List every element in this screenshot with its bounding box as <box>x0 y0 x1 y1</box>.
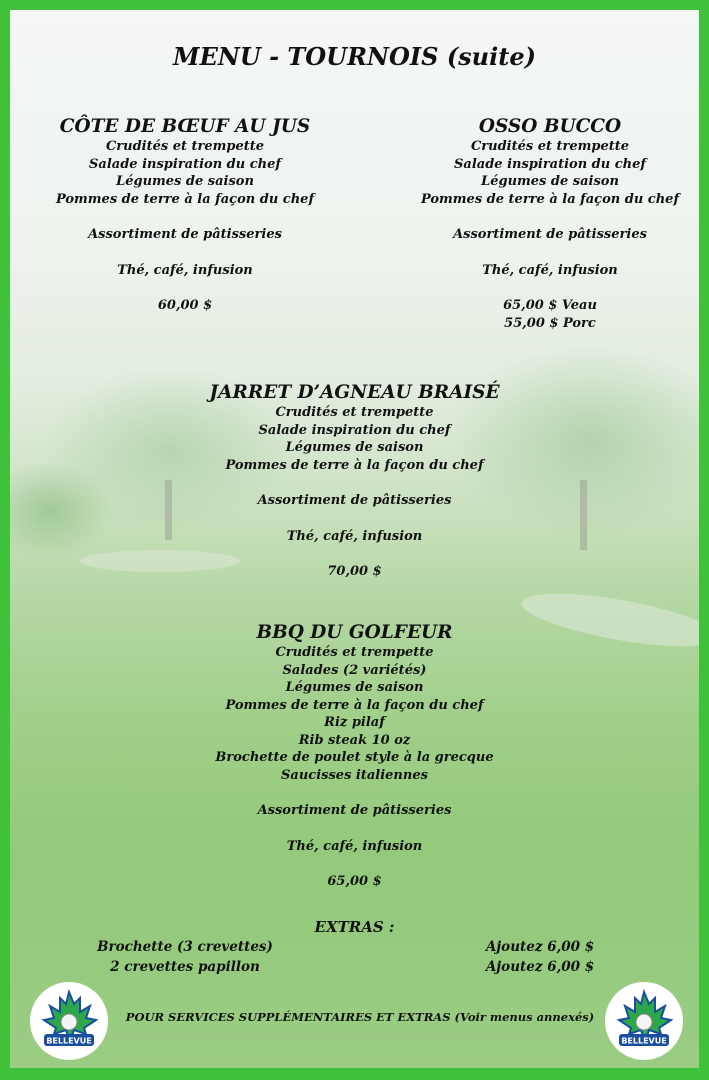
menu-item: Saucisses italiennes <box>281 767 428 783</box>
menu-dessert: Assortiment de pâtisseries <box>453 227 647 242</box>
extra-price: Ajoutez 6,00 $ <box>485 939 595 955</box>
menu-jarret-agneau <box>10 382 699 581</box>
menu-item: Légumes de saison <box>116 174 254 189</box>
menu-heading: CÔTE DE BŒUF AU JUS <box>59 116 311 137</box>
menu-price: 65,00 $ <box>327 874 382 889</box>
bellevue-logo <box>30 982 108 1060</box>
menu-drinks: Thé, café, infusion <box>482 262 618 278</box>
logo-text: BELLEVUE <box>46 1036 92 1046</box>
menu-item: Pommes de terre à la façon du chef <box>420 191 680 207</box>
extras-title: EXTRAS : <box>314 918 395 936</box>
menu-price: 70,00 $ <box>327 564 382 579</box>
menu-dessert: Assortiment de pâtisseries <box>257 803 452 818</box>
footer-note: POUR SERVICES SUPPLÉMENTAIRES ET EXTRAS (Voir menus annexés) <box>125 1010 595 1024</box>
menu-item: Crudités et trempette <box>275 405 434 420</box>
menu-heading: BBQ DU GOLFEUR <box>256 622 453 643</box>
menu-heading: OSSO BUCCO <box>478 116 622 137</box>
menu-drinks: Thé, café, infusion <box>286 838 423 854</box>
extra-label: 2 crevettes papillon <box>110 959 260 975</box>
menu-item: Salade inspiration du chef <box>89 156 281 172</box>
menu-price: 65,00 $ Veau <box>503 298 597 313</box>
menu-item: Salades (2 variétés) <box>282 662 427 678</box>
menu-item: Salade inspiration du chef <box>258 422 451 438</box>
menu-item: Légumes de saison <box>481 174 619 189</box>
extra-label: Brochette (3 crevettes) <box>97 939 273 955</box>
menu-price: 60,00 $ <box>157 298 213 313</box>
menu-item: Riz pilaf <box>324 715 385 730</box>
maple-leaf-golf-icon <box>30 982 108 1060</box>
menu-page <box>10 10 699 1068</box>
menu-item: Crudités et trempette <box>470 139 630 154</box>
menu-item: Brochette de poulet style à la grecque <box>215 750 494 765</box>
menu-dessert: Assortiment de pâtisseries <box>88 227 282 242</box>
menu-item: Rib steak 10 oz <box>298 732 411 748</box>
menu-item: Crudités et trempette <box>275 645 434 660</box>
menu-dessert: Assortiment de pâtisseries <box>257 493 452 508</box>
logo-text: BELLEVUE <box>621 1036 667 1046</box>
menu-osso-bucco <box>400 116 699 333</box>
menu-item: Légumes de saison <box>285 680 424 695</box>
menu-drinks: Thé, café, infusion <box>286 528 423 544</box>
menu-heading: JARRET D’AGNEAU BRAISÉ <box>209 382 500 403</box>
extra-price: Ajoutez 6,00 $ <box>485 959 595 975</box>
menu-item: Pommes de terre à la façon du chef <box>225 697 484 713</box>
menu-cote-de-boeuf <box>30 116 340 315</box>
menu-drinks: Thé, café, infusion <box>117 262 253 278</box>
menu-item: Pommes de terre à la façon du chef <box>225 457 484 473</box>
maple-leaf-golf-icon <box>605 982 683 1060</box>
menu-item: Pommes de terre à la façon du chef <box>55 191 315 207</box>
menu-item: Salade inspiration du chef <box>454 156 646 172</box>
menu-price: 55,00 $ Porc <box>504 316 596 331</box>
menu-item: Crudités et trempette <box>105 139 265 154</box>
bellevue-logo <box>605 982 683 1060</box>
menu-bbq-golfeur <box>10 622 699 891</box>
menu-item: Légumes de saison <box>285 440 424 455</box>
page-title: MENU - TOURNOIS (suite) <box>173 42 536 71</box>
